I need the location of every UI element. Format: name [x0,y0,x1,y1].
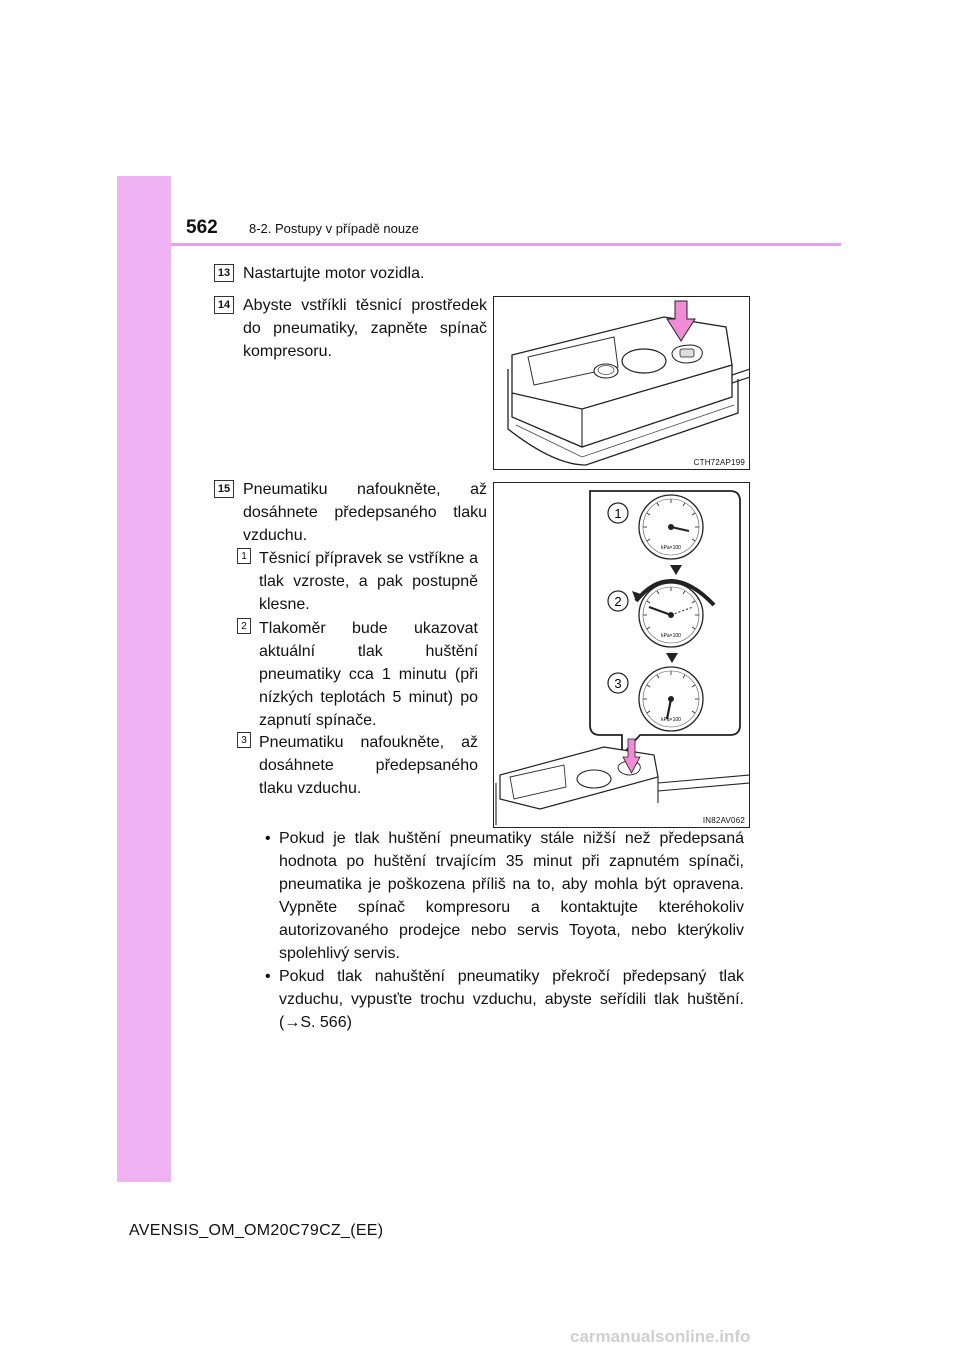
callout-2 [608,591,628,611]
step-text-14: Abyste vstříkli těsnicí prostředek do pneumatiky, zapněte spínač kompresoru. [243,297,487,360]
callout-1 [608,503,628,523]
compressor-figure [493,296,750,470]
step-badge-13: 13 [214,264,234,282]
figure-code: IN82AV062 [702,816,745,825]
substep-badge-2: 2 [237,618,251,634]
callout-label-2: 2 [614,594,622,609]
substep-text-1: Těsnicí přípravek se vstříkne a tlak vzroste, a pak postupně klesne. [259,550,478,613]
substep-badge-3: 3 [237,732,251,748]
gauge-illustration [494,483,750,828]
note-item: • Pokud je tlak huštění pneumatiky stále nižší než předepsaná hodnota po huštění trvajícím 35 minut při zapnutém spínači, pneumatika je poškozena příliš na to, aby mohla být opravena. Vypněte spínač kompresoru a kontaktujte kteréhokoliv autorizovaného prodejce nebo servis Toyota, nebo kterýkoliv spolehlivý servis. [262,827,744,965]
watermark: carmanualsonline.info [570,1327,751,1346]
gauge-figure [493,482,750,828]
step-badge-14: 14 [214,296,234,314]
gauge-unit-2: kPa×100 [661,633,681,639]
step-badge-15: 15 [214,480,234,498]
page-number: 562 [186,217,218,238]
substep-text-3: Pneumatiku nafoukněte, až dosáhnete předepsaného tlaku vzduchu. [259,734,478,797]
callout-3 [608,673,628,693]
notes-list [262,827,744,1034]
substep-badge-1: 1 [237,548,251,564]
note-item: • Pokud tlak nahuštění pneumatiky překročí předepsaný tlak vzduchu, vypusťte trochu vzduchu, abyste seřídili tlak huštění. (→S. 566) [262,965,744,1034]
step-text-13: Nastartujte motor vozidla. [243,265,425,282]
section-title: 8-2. Postupy v případě nouze [249,221,419,236]
gauge-unit-1: kPa×100 [661,545,681,551]
callout-label-3: 3 [614,676,622,691]
substep-text-2: Tlakoměr bude ukazovat aktuální tlak huštění pneumatiky cca 1 minutu (při nízkých teplotách 5 minut) po zapnutí spínače. [259,620,478,729]
figure-code: CTH72AP199 [693,458,745,467]
footer-code: AVENSIS_OM_OM20C79CZ_(EE) [129,1222,384,1239]
chapter-sidebar-tab [117,176,171,1182]
step-text-15: Pneumatiku nafoukněte, až dosáhnete předepsaného tlaku vzduchu. [243,481,487,544]
compressor-illustration [494,297,750,470]
callout-label-1: 1 [614,506,622,521]
gauge-unit-3: kPa×100 [661,717,681,723]
header-rule [171,243,841,246]
